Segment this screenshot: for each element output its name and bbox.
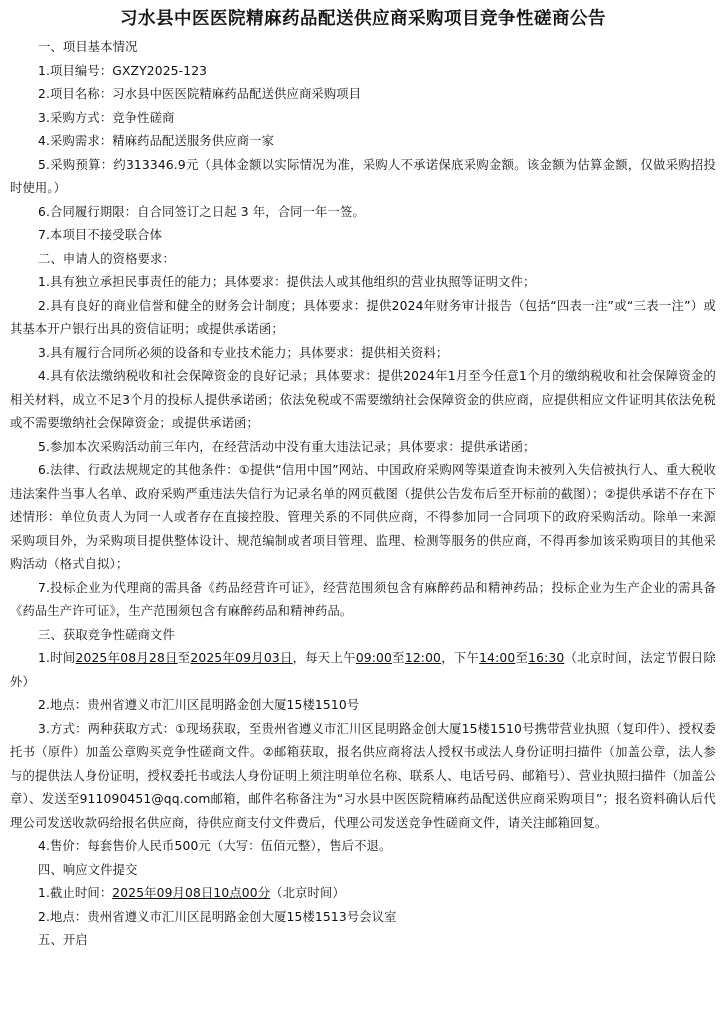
no-consortium: 7.本项目不接受联合体	[38, 228, 163, 242]
section-4-heading: 四、响应文件提交	[38, 862, 138, 877]
to-text-2: 至	[392, 651, 405, 665]
deadline-time: 2025年09月08日10点00分	[112, 886, 271, 900]
procurement-method: 3.采购方式：竞争性磋商	[38, 110, 175, 125]
requirement-5: 5.参加本次采购活动前三年内，在经营活动中没有重大违法记录；具体要求：提供承诺函；	[38, 439, 536, 454]
deadline-prefix: 1.截止时间：	[38, 886, 113, 900]
document-price: 4.售价：每套售价人民币500元（大写：伍佰元整），售后不退。	[38, 839, 392, 853]
section-5-heading: 五、开启	[38, 933, 88, 947]
afternoon-label: ，下午	[441, 651, 480, 665]
deadline-suffix: （北京时间）	[270, 886, 345, 900]
submission-deadline	[10, 882, 716, 906]
morning-start: 09:00	[355, 651, 393, 665]
requirement-6: 6.法律、行政法规规定的其他条件：①提供“信用中国”网站、中国政府采购网等渠道查询未被列入失信被执行人、重大税收违法案件当事人名单、政府采购严重违法失信行为记录名单的网页截图（提供公告发布后至开标前的截图）；②提供承诺不存在下述情形：单位负责人为同一人或者存在直接控股、管理关系的不同供应商，不得参加同一合同项下的政府采购活动。除单一来源采购项目外，为采购项目提供整体设计、规范编制或者项目管理、监理、检测等服务的供应商，不得再参加该采购项目的其他采购活动（格式自拟）；	[10, 463, 716, 571]
procurement-budget: 5.采购预算：约313346.9元（具体金额以实际情况为准，采购人不承诺保底采购金额。该金额为估算金额，仅做采购招投时使用。）	[10, 157, 716, 195]
project-name: 2.项目名称：习水县中医医院精麻药品配送供应商采购项目	[38, 87, 362, 101]
procurement-demand: 4.采购需求：精麻药品配送服务供应商一家	[38, 134, 275, 148]
contract-period: 6.合同履行期限：自合同签订之日起 3 年，合同一年一签。	[38, 204, 365, 219]
afternoon-start: 14:00	[479, 651, 516, 665]
requirement-4: 4.具有依法缴纳税收和社会保障资金的良好记录；具体要求：提供2024年1月至今任意1个月的缴纳税收和社会保障资金的相关材料，成立不足3个月的投标人提供承诺函；依法免税或不需要缴纳社会保障资金的供应商，应提供相应文件证明其依法免税或不需要缴纳社会保障资金；或提供承诺函；	[10, 369, 716, 430]
section-3-heading: 三、获取竞争性磋商文件	[38, 627, 175, 642]
morning-end: 12:00	[404, 651, 442, 665]
section-1-heading: 一、项目基本情况	[38, 40, 138, 54]
time-suffix: （北京时间，法定节假日除外）	[10, 651, 716, 689]
time-prefix: 1.时间	[38, 651, 76, 665]
requirement-2: 2.具有良好的商业信誉和健全的财务会计制度；具体要求：提供2024年财务审计报告（包括“四表一注”或“三表一注”）或其基本开户银行出具的资信证明；或提供承诺函；	[10, 298, 716, 336]
page-title: 习水县中医医院精麻药品配送供应商采购项目竞争性磋商公告	[120, 9, 606, 29]
acquisition-method: 3.方式：两种获取方式：①现场获取，至贵州省遵义市汇川区昆明路金创大厦15楼1510号携带营业执照（复印件）、授权委托书（原件）加盖公章购买竞争性磋商文件。②邮箱获取，报名供应商将法人授权书或法人身份证明扫描件（加盖公章，法人参与的提供法人身份证明，授权委托书或法人身份证明上须注明单位名称、联系人、电话号码、邮箱号）、营业执照扫描件（加盖公章）、发送至911090451@qq.com邮箱，邮件名称备注为“习水县中医医院精麻药品配送供应商采购项目”；报名资料确认后代理公司发送收款码给报名供应商，待供应商支付文件费后，代理公司发送竞争性磋商文件，请关注邮箱回复。	[10, 721, 716, 830]
start-date: 2025年08月28日	[75, 651, 178, 665]
end-date: 2025年09月03日	[190, 651, 293, 665]
morning-label: ，每天上午	[292, 651, 356, 665]
afternoon-end: 16:30	[528, 651, 565, 665]
requirement-7: 7.投标企业为代理商的需具备《药品经营许可证》，经营范围须包含有麻醉药品和精神药品；投标企业为生产企业的需具备《药品生产许可证》，生产范围须包含有麻醉药品和精神药品。	[10, 580, 716, 618]
to-text: 至	[177, 651, 191, 665]
requirement-3: 3.具有履行合同所必须的设备和专业技术能力；具体要求：提供相关资料；	[38, 345, 449, 360]
to-text-3: 至	[515, 651, 529, 665]
project-number: 1.项目编号：GXZY2025-123	[38, 63, 208, 78]
section-2-heading: 二、申请人的资格要求：	[38, 251, 175, 266]
acquisition-location: 2.地点：贵州省遵义市汇川区昆明路金创大厦15楼1510号	[38, 698, 360, 712]
requirement-1: 1.具有独立承担民事责任的能力；具体要求：提供法人或其他组织的营业执照等证明文件；	[38, 275, 536, 289]
submission-location: 2.地点：贵州省遵义市汇川区昆明路金创大厦15楼1513号会议室	[38, 909, 397, 924]
acquisition-time	[10, 647, 716, 694]
